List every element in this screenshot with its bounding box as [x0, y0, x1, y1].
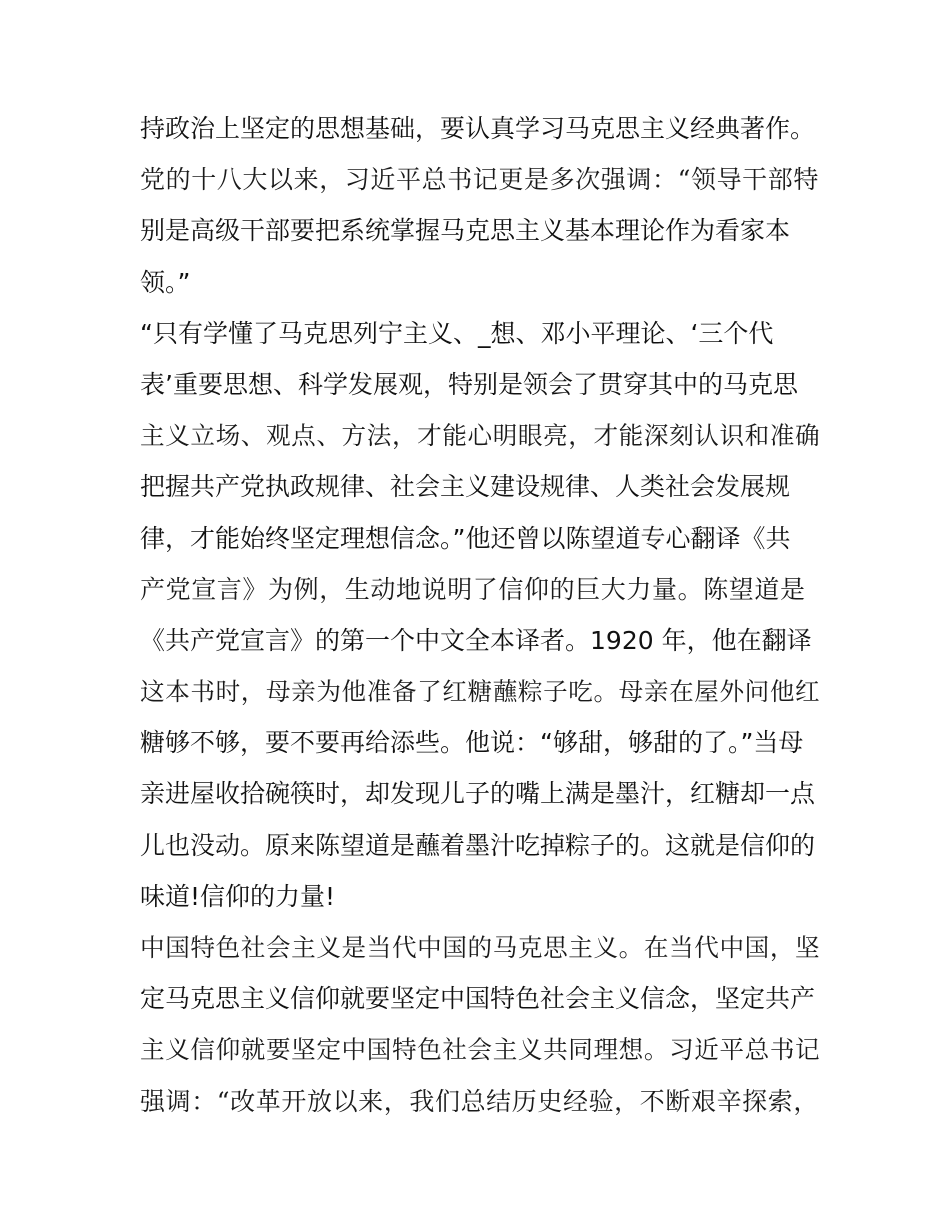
text-line: 糖够不够，要不要再给添些。他说：“够甜，够甜的了。”当母: [140, 728, 804, 758]
body-text: [140, 103, 820, 1127]
text-line: 党的十八大以来，习近平总书记更是多次强调：“领导干部特: [140, 165, 819, 195]
text-line: 主义立场、观点、方法，才能心明眼亮，才能深刻认识和准确: [140, 421, 821, 451]
text-line: 表’重要思想、科学发展观，特别是领会了贯穿其中的马克思: [140, 369, 798, 399]
text-line: 主义信仰就要坚定中国特色社会主义共同理想。习近平总书记: [140, 1035, 821, 1065]
text-line: 领。”: [140, 267, 191, 297]
text-line: 亲进屋收拾碗筷时，却发现儿子的嘴上满是墨汁，红糖却一点: [140, 779, 816, 809]
text-line: 《共产党宣言》的第一个中文全本译者。1920 年，他在翻译: [140, 625, 812, 655]
text-line: 别是高级干部要把系统掌握马克思主义基本理论作为看家本: [140, 216, 791, 246]
text-line: “只有学懂了马克思列宁主义、_想、邓小平理论、‘三个代: [140, 318, 774, 348]
text-line: 把握共产党执政规律、社会主义建设规律、人类社会发展规: [140, 472, 791, 502]
text-line: 中国特色社会主义是当代中国的马克思主义。在当代中国，坚: [140, 933, 821, 962]
text-line: 这本书时，母亲为他准备了红糖蘸粽子吃。母亲在屋外问他红: [140, 677, 821, 707]
text-line: 定马克思主义信仰就要坚定中国特色社会主义信念，坚定共产: [140, 984, 816, 1014]
text-line: 持政治上坚定的思想基础，要认真学习马克思主义经典著作。: [140, 114, 816, 143]
text-line: 味道!信仰的力量!: [140, 881, 336, 911]
text-line: 产党宣言》为例，生动地说明了信仰的巨大力量。陈望道是: [140, 574, 806, 604]
text-line: 强调：“改革开放以来，我们总结历史经验，不断艰辛探索，: [140, 1086, 819, 1116]
text-line: 儿也没动。原来陈望道是蘸着墨汁吃掉粽子的。这就是信仰的: [140, 830, 816, 860]
text-line: 律，才能始终坚定理想信念。”他还曾以陈望道专心翻译《共: [140, 523, 791, 553]
